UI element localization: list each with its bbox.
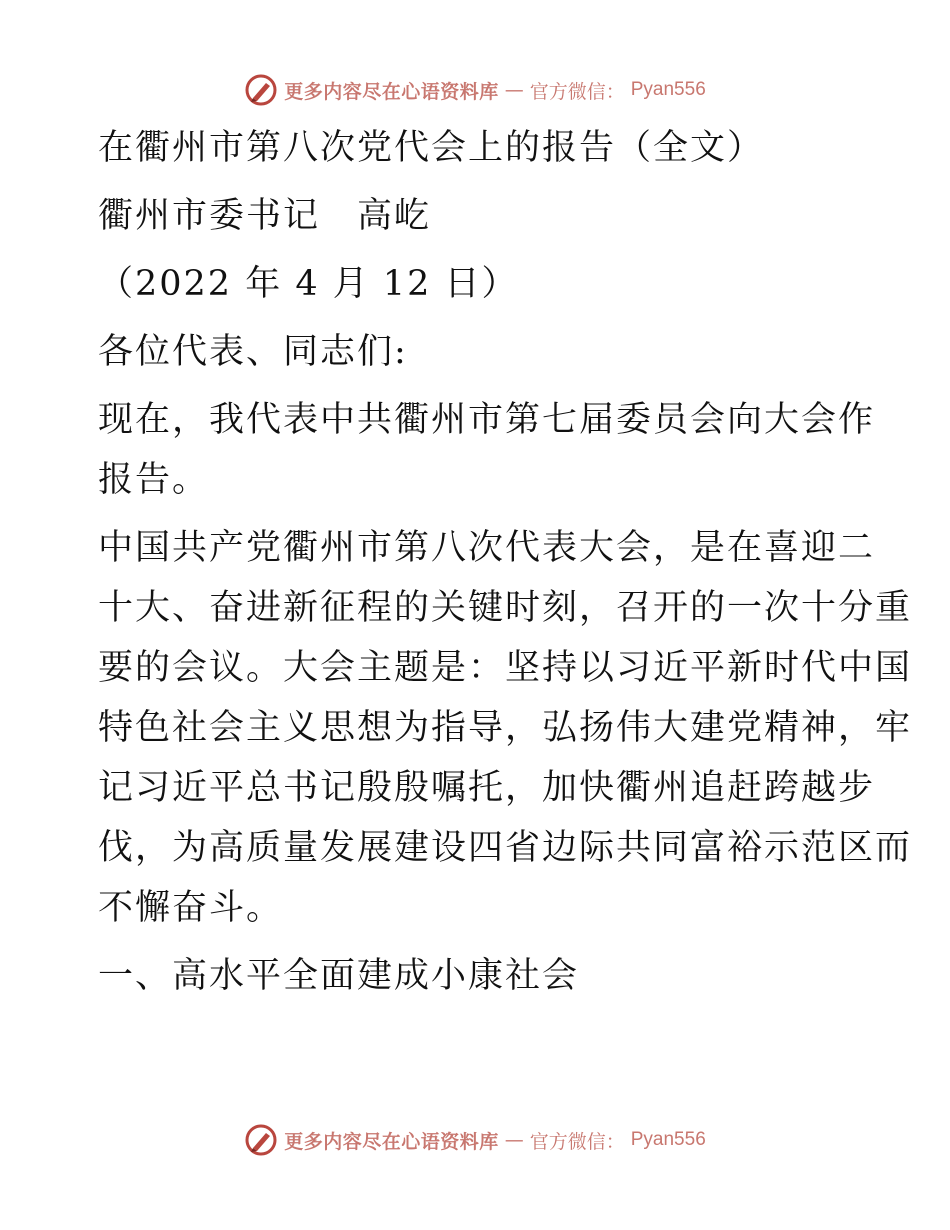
watermark-wechat-id: Pyan556	[630, 79, 706, 100]
paragraph-line: 不懈奋斗。	[98, 888, 284, 928]
paragraph-line: 报告。	[98, 460, 210, 500]
watermark-text: 更多内容尽在心语资料库	[284, 80, 499, 103]
document-salutation: 各位代表、同志们:	[98, 332, 408, 372]
logo-icon	[244, 1123, 278, 1157]
paragraph-line: 特色社会主义思想为指导，弘扬伟大建党精神，牢	[98, 708, 913, 748]
document-title: 在衢州市第八次党代会上的报告（全文）	[98, 128, 765, 168]
paragraph-line: 中国共产党衢州市第八次代表大会，是在喜迎二	[98, 528, 876, 568]
paragraph-line: 现在，我代表中共衢州市第七届委员会向大会作	[98, 400, 876, 440]
document-date: （2022 年 4 月 12 日）	[98, 264, 519, 304]
watermark-label: 官方微信：	[529, 80, 625, 103]
section-heading: 一、高水平全面建成小康社会	[98, 956, 580, 996]
footer-watermark	[0, 1120, 950, 1160]
paragraph-line: 伐，为高质量发展建设四省边际共同富裕示范区而	[98, 828, 913, 868]
watermark-dash: —	[504, 1129, 524, 1151]
paragraph-2	[98, 518, 913, 938]
paragraph-line: 要的会议。大会主题是：坚持以习近平新时代中国	[98, 648, 913, 688]
watermark-label: 官方微信：	[529, 1130, 625, 1153]
document-author: 衢州市委书记 高屹	[98, 196, 432, 236]
paragraph-line: 记习近平总书记殷殷嘱托，加快衢州追赶跨越步	[98, 768, 876, 808]
watermark-wechat-id: Pyan556	[630, 1129, 706, 1150]
paragraph-1	[98, 390, 876, 510]
watermark-dash: —	[504, 79, 524, 101]
header-watermark	[0, 70, 950, 110]
logo-icon	[244, 73, 278, 107]
document-body	[98, 118, 913, 1006]
watermark-text: 更多内容尽在心语资料库	[284, 1130, 499, 1153]
paragraph-line: 十大、奋进新征程的关键时刻，召开的一次十分重	[98, 588, 913, 628]
